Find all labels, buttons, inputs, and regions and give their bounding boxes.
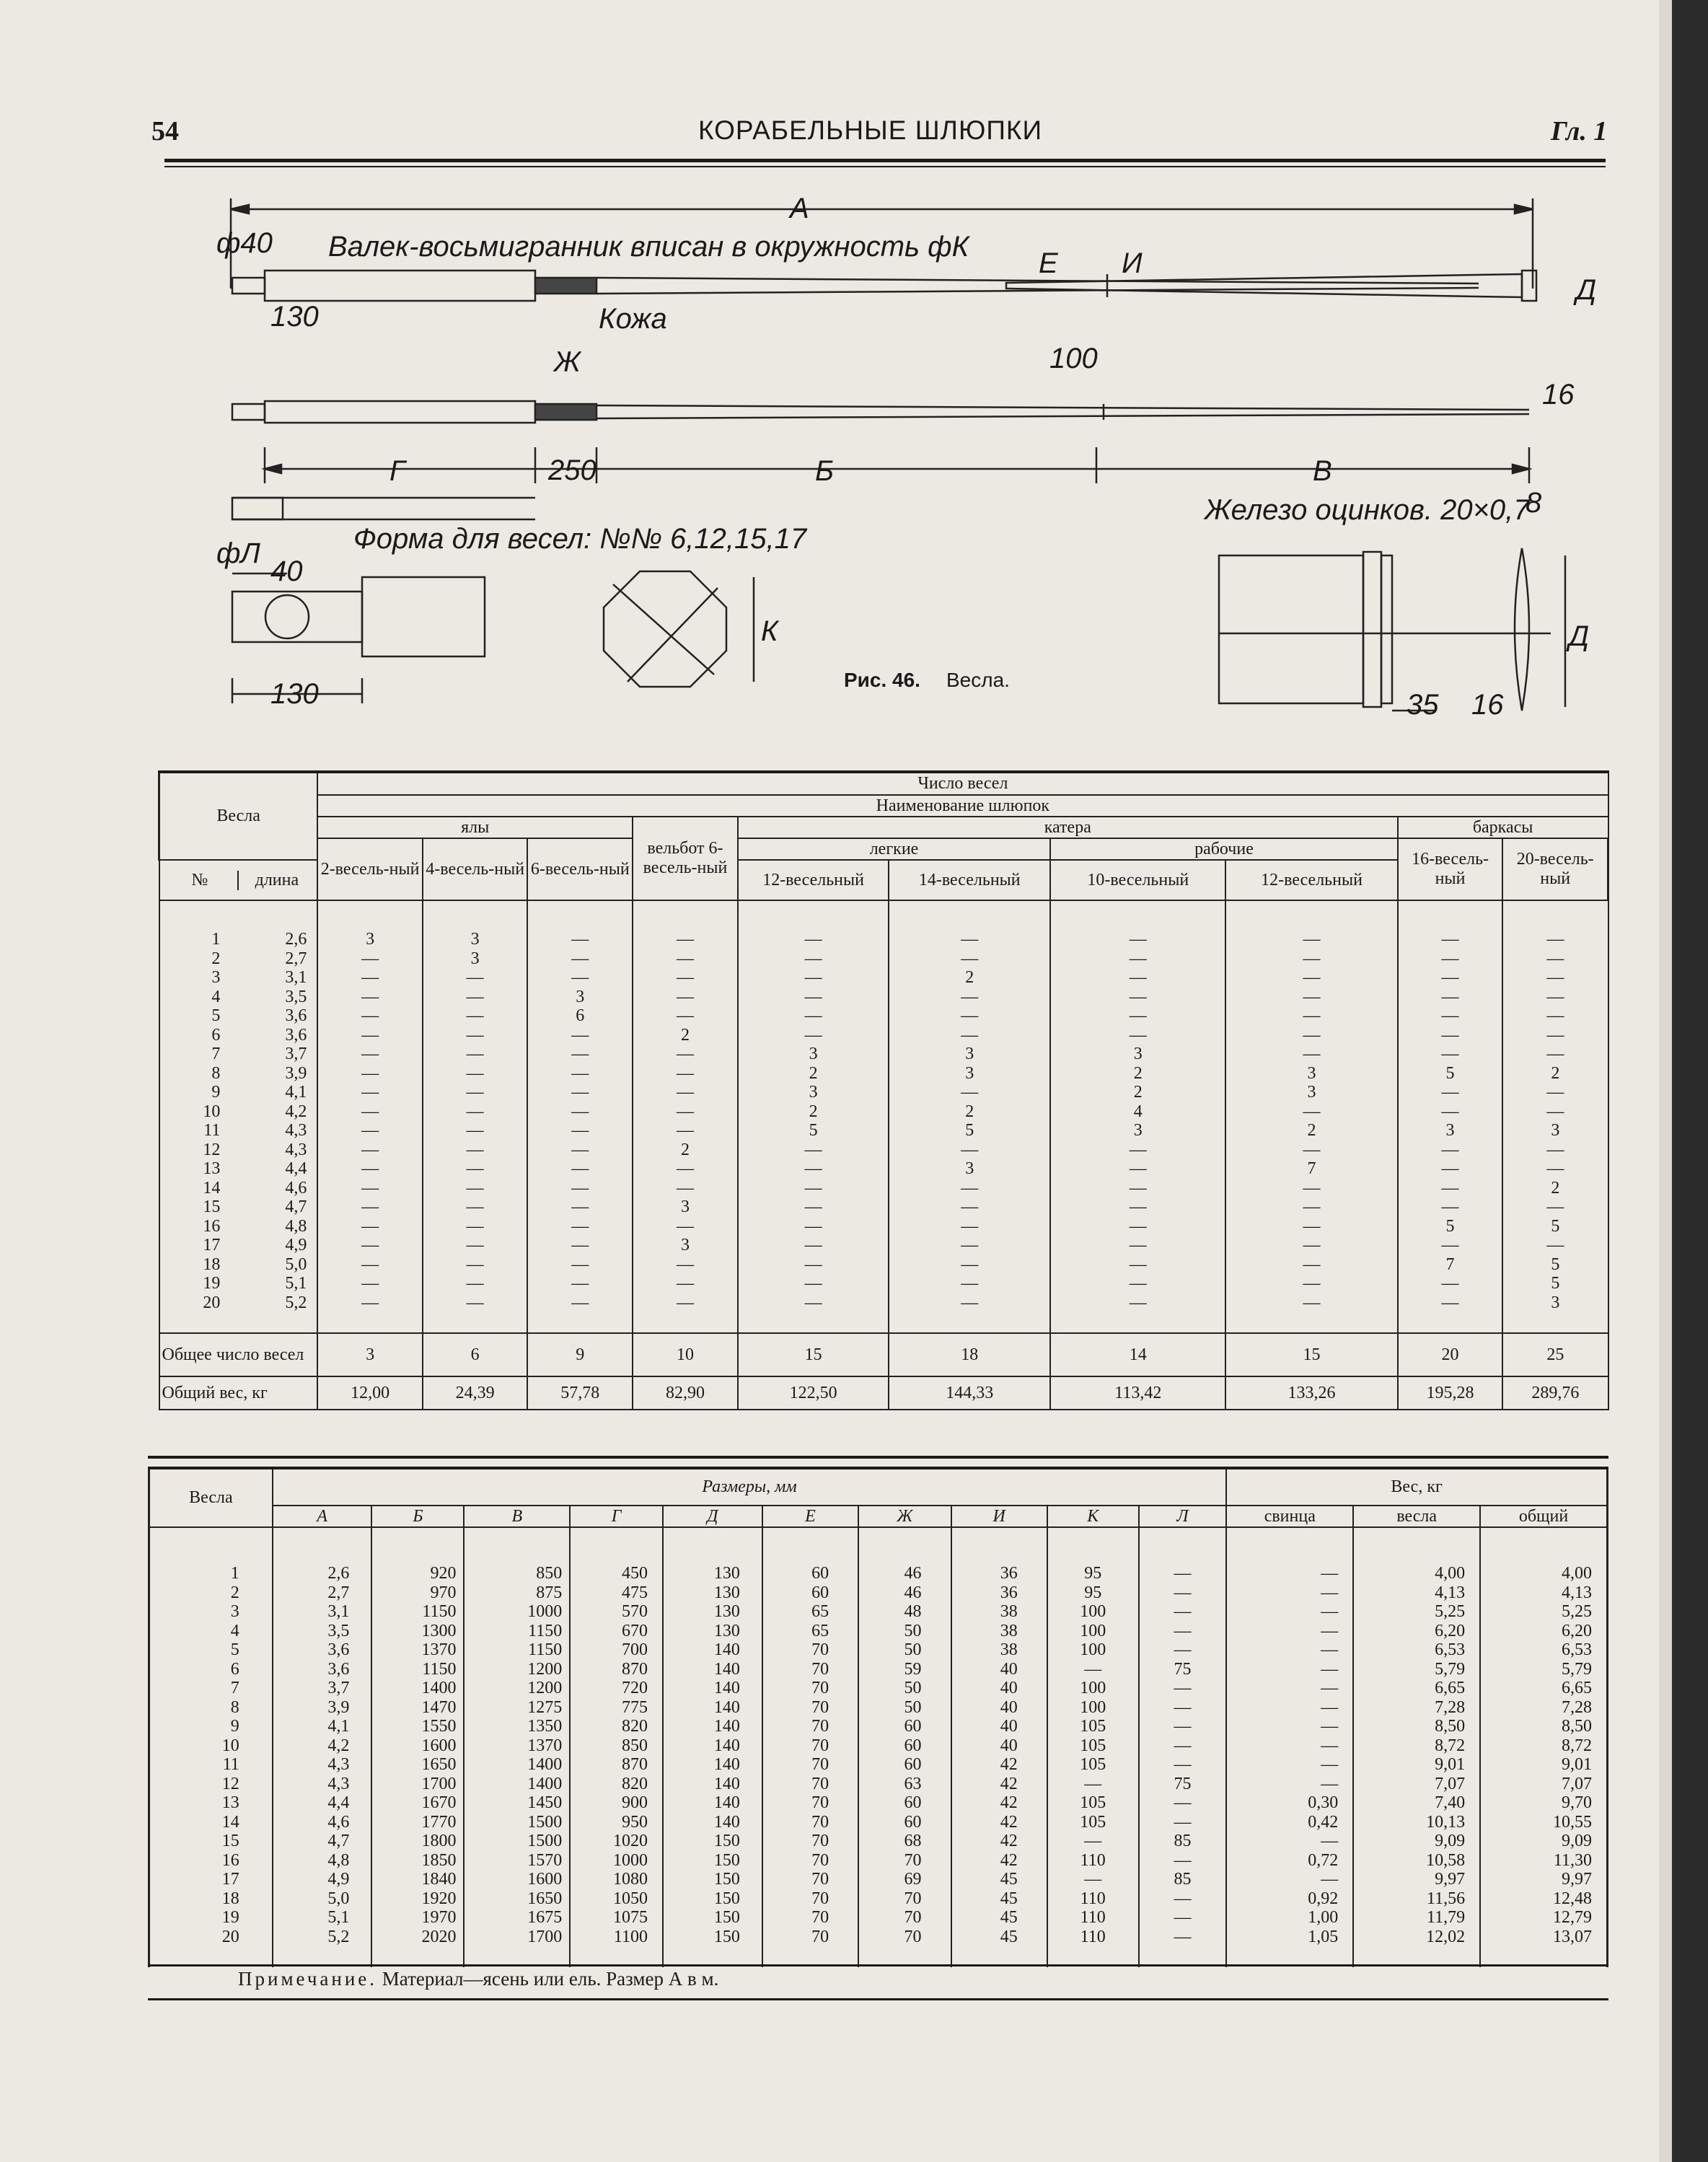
dim-130a: 130 bbox=[270, 301, 319, 333]
oar-drawing bbox=[0, 0, 1708, 765]
note-lead: Примечание. bbox=[238, 1968, 378, 1990]
t2-col-lead: — — — — — — — — — — — — 0,30 0,42 — 0,72 — 0,92 1,00 1,05 bbox=[1308, 1564, 1339, 1946]
note-text: Материал—ясень или ель. Размер А в м. bbox=[382, 1968, 719, 1990]
t1-total-weight-0: 12,00 bbox=[317, 1376, 423, 1410]
t1-c12l: 12-весельный bbox=[738, 860, 889, 900]
t1-c2: 2-весель-ный bbox=[317, 838, 423, 900]
t1-total-weight-label: Общий вес, кг bbox=[159, 1376, 318, 1410]
dim-D2: Д bbox=[1569, 620, 1590, 652]
t1-col-y4: 3 3 — — — — — — — — — — — — — — — — — — bbox=[466, 930, 484, 1312]
t2-h-B: Б bbox=[371, 1506, 464, 1527]
t2-nums: 1 2 3 4 5 6 7 8 9 10 11 12 13 14 15 16 17 18 19 20 bbox=[221, 1564, 239, 1946]
t2-h-K: К bbox=[1047, 1506, 1139, 1527]
t1-col-y6: — — — 3 6 — — — — — — — — — — — — — — — bbox=[571, 930, 589, 1312]
t2-h-oar: весла bbox=[1353, 1506, 1480, 1527]
t2-h-I: И bbox=[951, 1506, 1047, 1527]
t1-yaly: ялы bbox=[317, 817, 633, 838]
t1-total-weight-9: 289,76 bbox=[1502, 1376, 1608, 1410]
t1-c10r: 10-весельный bbox=[1050, 860, 1225, 900]
dim-V: В bbox=[1313, 455, 1332, 487]
dim-130b: 130 bbox=[270, 678, 319, 710]
t1-rabochie: рабочие bbox=[1050, 838, 1398, 860]
dim-phi40: ф40 bbox=[216, 227, 273, 259]
table-separator bbox=[148, 1456, 1608, 1459]
t1-legkie: легкие bbox=[738, 838, 1050, 860]
t1-col-b16: — — — — — — — 5 — — 3 — — — — 5 — 7 — — bbox=[1441, 930, 1459, 1312]
t1-total-count-0: 3 bbox=[317, 1333, 423, 1376]
t1-col-l12: — — — — — — 3 2 3 2 5 — — — — — — — — — bbox=[804, 930, 822, 1312]
t2-col-Zh: 46 46 48 50 50 59 50 50 60 60 60 63 60 60 68 70 69 70 70 70 bbox=[904, 1564, 922, 1946]
t1-subtitle: Наименование шлюпок bbox=[317, 795, 1608, 817]
t2-col-total: 4,00 4,13 5,25 6,20 6,53 5,79 6,65 7,28 8,50 8,72 9,01 7,07 9,70 10,55 9,09 11,30 9,97 12,48 12,79 13,07 bbox=[1553, 1564, 1592, 1946]
t1-katera: катера bbox=[738, 817, 1398, 838]
t1-head-oars: Весла bbox=[159, 773, 318, 860]
t1-lengths: 2,6 2,7 3,1 3,5 3,6 3,6 3,7 3,9 4,1 4,2 4,3 4,3 4,4 4,6 4,7 4,8 4,9 5,0 5,1 5,2 bbox=[285, 930, 307, 1312]
t2-h-E: Е bbox=[762, 1506, 858, 1527]
t2-h-V: В bbox=[464, 1506, 570, 1527]
t1-total-weight-7: 133,26 bbox=[1225, 1376, 1397, 1410]
t2-h-total: общий bbox=[1480, 1506, 1607, 1527]
t1-total-count-8: 20 bbox=[1398, 1333, 1503, 1376]
t1-col-r10: — — — — — — 3 2 2 4 3 — — — — — — — — — bbox=[1129, 930, 1147, 1312]
dim-phiL: фЛ bbox=[216, 537, 260, 569]
oar-dimensions-table bbox=[148, 1469, 1608, 1967]
t1-title: Число весел bbox=[317, 773, 1608, 795]
t1-total-count-4: 15 bbox=[738, 1333, 889, 1376]
figure-caption-text: Весла. bbox=[946, 669, 1010, 691]
t2-col-D: 130 130 130 130 140 140 140 140 140 140 140 140 140 140 150 150 150 150 150 150 bbox=[713, 1564, 740, 1946]
t1-total-weight-4: 122,50 bbox=[738, 1376, 889, 1410]
t2-col-K: 95 95 100 100 100 — 100 100 105 105 105 — 105 105 — 110 — 110 110 110 bbox=[1080, 1564, 1106, 1946]
t2-col-E: 60 60 65 65 70 70 70 70 70 70 70 70 70 70 70 70 70 70 70 70 bbox=[811, 1564, 829, 1946]
t1-c20b: 20-весель-ный bbox=[1502, 838, 1608, 900]
dim-A: А bbox=[790, 193, 809, 224]
t1-col-l14: — — 2 — — — 3 3 — 2 5 — 3 — — — — — — — bbox=[961, 930, 979, 1312]
dim-100: 100 bbox=[1049, 343, 1098, 374]
t1-length: длина bbox=[255, 870, 299, 889]
dim-8: 8 bbox=[1526, 487, 1542, 519]
t2-col-oar: 4,00 4,13 5,25 6,20 6,53 5,79 6,65 7,28 8,50 8,72 9,01 7,07 7,40 10,13 9,09 10,58 9,97 11,56 11,79 12,02 bbox=[1426, 1564, 1466, 1946]
t1-nums: 1 2 3 4 5 6 7 8 9 10 11 12 13 14 15 16 17 18 19 20 bbox=[203, 930, 221, 1312]
t1-total-count-3: 10 bbox=[633, 1333, 738, 1376]
t1-total-weight-5: 144,33 bbox=[889, 1376, 1050, 1410]
page-number: 54 bbox=[151, 116, 179, 146]
dim-I: И bbox=[1122, 247, 1143, 279]
t1-col-r12: — — — — — — — 3 3 — 2 — 7 — — — — — — — bbox=[1303, 930, 1321, 1312]
t1-total-count-7: 15 bbox=[1225, 1333, 1397, 1376]
t1-velbot: вельбот 6-весель-ный bbox=[633, 817, 738, 900]
dim-16b: 16 bbox=[1471, 689, 1504, 721]
t1-total-weight-6: 113,42 bbox=[1050, 1376, 1225, 1410]
t1-total-weight-8: 195,28 bbox=[1398, 1376, 1503, 1410]
t1-c16b: 16-весель-ный bbox=[1398, 838, 1503, 900]
t1-c4: 4-весель-ный bbox=[423, 838, 528, 900]
figure-caption-label: Рис. 46. bbox=[844, 669, 920, 691]
t1-total-count-6: 14 bbox=[1050, 1333, 1225, 1376]
t2-head-oars: Весла bbox=[149, 1469, 273, 1527]
t1-no: № bbox=[162, 871, 239, 890]
t1-col-y2: 3 — — — — — — — — — — — — — — — — — — — bbox=[361, 930, 379, 1312]
t2-col-B: 920 970 1150 1300 1370 1150 1400 1470 1550 1600 1650 1700 1670 1770 1800 1850 1840 1920 1970 2020 bbox=[421, 1564, 457, 1946]
page-bottom-rule bbox=[148, 1998, 1608, 2000]
t1-total-weight-2: 57,78 bbox=[527, 1376, 633, 1410]
table2-bottom-rule bbox=[148, 1964, 1608, 1967]
t1-total-count-1: 6 bbox=[423, 1333, 528, 1376]
t2-h-A: А bbox=[273, 1506, 372, 1527]
t2-col-I: 36 36 38 38 38 40 40 40 40 40 42 42 42 42 42 42 45 45 45 45 bbox=[1000, 1564, 1018, 1946]
mould-note: Форма для весел: №№ 6,12,15,17 bbox=[353, 523, 807, 555]
t1-total-count-2: 9 bbox=[527, 1333, 633, 1376]
dim-Zh: Ж bbox=[554, 346, 581, 378]
t1-total-weight-1: 24,39 bbox=[423, 1376, 528, 1410]
loom-note: Валек-восьмигранник вписан в окружность фК bbox=[328, 231, 969, 263]
t2-h-G: Г bbox=[570, 1506, 663, 1527]
t2-h-Zh: Ж bbox=[858, 1506, 951, 1527]
dim-40: 40 bbox=[270, 555, 303, 587]
dim-E: Е bbox=[1039, 247, 1058, 279]
t1-barkasy: баркасы bbox=[1398, 817, 1608, 838]
t1-col-b20: — — — — — — — 2 — — 3 — — 2 — 5 — 5 5 3 bbox=[1546, 930, 1564, 1312]
t1-total-count-9: 25 bbox=[1502, 1333, 1608, 1376]
t2-h-D: Д bbox=[663, 1506, 762, 1527]
t1-total-count-5: 18 bbox=[889, 1333, 1050, 1376]
t1-total-weight-3: 82,90 bbox=[633, 1376, 738, 1410]
page-title: КОРАБЕЛЬНЫЕ ШЛЮПКИ bbox=[698, 115, 1043, 145]
dim-35: 35 bbox=[1407, 689, 1439, 721]
t2-sizes: Размеры, мм bbox=[273, 1469, 1226, 1506]
t2-col-L: — — — — — 75 — — — — — 75 — — 85 — 85 — — — bbox=[1174, 1564, 1192, 1946]
iron-note: Железо оцинков. 20×0,7 bbox=[1205, 494, 1530, 526]
dim-B: Б bbox=[815, 455, 835, 487]
dim-16a: 16 bbox=[1542, 379, 1575, 410]
dim-K: К bbox=[761, 615, 778, 647]
t2-h-L: Л bbox=[1139, 1506, 1227, 1527]
t1-c6: 6-весель-ный bbox=[527, 838, 633, 900]
t2-col-A: 2,6 2,7 3,1 3,5 3,6 3,6 3,7 3,9 4,1 4,2 4,3 4,3 4,4 4,6 4,7 4,8 4,9 5,0 5,1 5,2 bbox=[327, 1564, 350, 1946]
leather-label: Кожа bbox=[599, 303, 667, 335]
t1-c14l: 14-весельный bbox=[889, 860, 1050, 900]
t1-total-count-label: Общее число весел bbox=[159, 1333, 318, 1376]
dim-250: 250 bbox=[548, 454, 597, 486]
oar-count-table bbox=[158, 773, 1609, 1410]
dim-G: Г bbox=[389, 455, 405, 487]
t2-col-G: 450 475 570 670 700 870 720 775 820 850 870 820 900 950 1020 1000 1080 1050 1075 1100 bbox=[612, 1564, 648, 1946]
t1-col-vb: — — — — — 2 — — — — — 2 — — 3 — 3 — — — bbox=[676, 930, 694, 1312]
t2-col-V: 850 875 1000 1150 1150 1200 1200 1275 1350 1370 1400 1400 1450 1500 1500 1570 1600 1650 1675 1700 bbox=[527, 1564, 563, 1946]
table-note bbox=[238, 1968, 718, 1990]
dim-D: Д bbox=[1576, 274, 1597, 306]
t2-h-lead: свинца bbox=[1226, 1506, 1353, 1527]
t2-weight: Вес, кг bbox=[1226, 1469, 1607, 1506]
t1-c12r: 12-весельный bbox=[1225, 860, 1397, 900]
chapter-label: Гл. 1 bbox=[1551, 116, 1608, 146]
